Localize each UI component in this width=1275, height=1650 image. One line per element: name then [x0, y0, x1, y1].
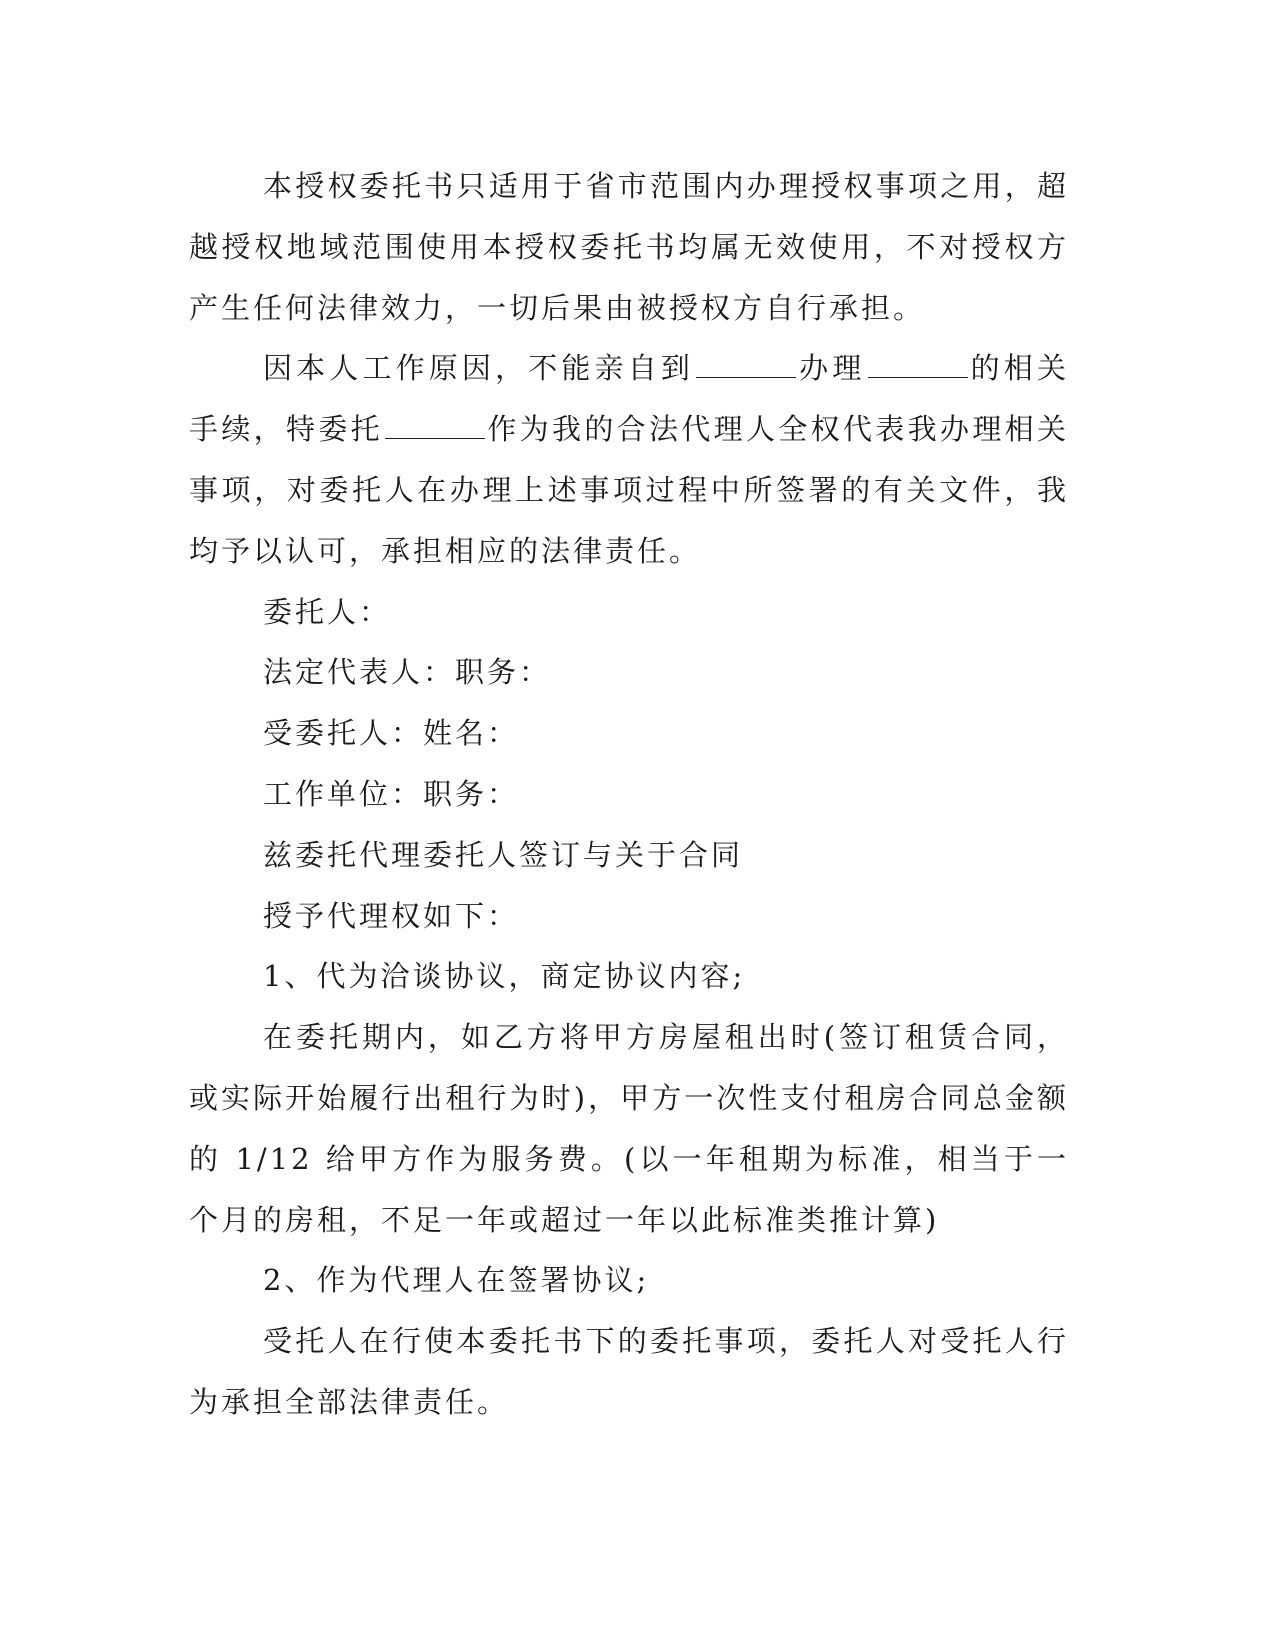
field-legal-representative: 法定代表人：职务： — [263, 655, 552, 690]
list-item-2: 2、作为代理人在签署协议; — [263, 1263, 650, 1298]
authorization-text-3: 的相关手续，特委托 — [189, 351, 1069, 447]
paragraph-scope: 本授权委托书只适用于省市范围内办理授权事项之用，超越授权地域范围使用本授权委托书均属无效使用，不对授权方产生任何法律效力，一切后果由被授权方自行承担。 — [189, 169, 1069, 325]
paragraph-powers-heading: 授予代理权如下： — [263, 898, 520, 933]
paragraph-contract-delegation: 兹委托代理委托人签订与关于合同 — [263, 837, 744, 872]
paragraph-authorization — [189, 338, 1069, 581]
blank-matter — [868, 353, 968, 378]
field-agent-name: 受委托人：姓名： — [263, 716, 520, 751]
field-work-unit: 工作单位：职务： — [263, 776, 520, 811]
list-item-1: 1、代为洽谈协议，商定协议内容; — [263, 959, 746, 994]
paragraph-liability: 受托人在行使本委托书下的委托事项，委托人对受托人行为承担全部法律责任。 — [189, 1324, 1069, 1419]
blank-agent — [385, 414, 485, 439]
paragraph-service-fee: 在委托期内，如乙方将甲方房屋租出时(签订租赁合同，或实际开始履行出租行为时)，甲方一次性支付租房合同总金额的 1/12 给甲方作为服务费。(以一年租期为标准，相当于一个月的房租，不足一年或超过一年以此标准类推计算) — [189, 1020, 1069, 1237]
field-principal: 委托人： — [263, 594, 392, 629]
authorization-text-1: 因本人工作原因，不能亲自到 — [263, 351, 695, 386]
authorization-text-4: 作为我的合法代理人全权代表我办理相关事项，对委托人在办理上述事项过程中所签署的有关文件，我均予以认可，承担相应的法律责任。 — [189, 412, 1069, 568]
blank-location — [696, 353, 796, 378]
document-body — [189, 156, 1069, 1433]
authorization-text-2: 办理 — [798, 351, 866, 386]
